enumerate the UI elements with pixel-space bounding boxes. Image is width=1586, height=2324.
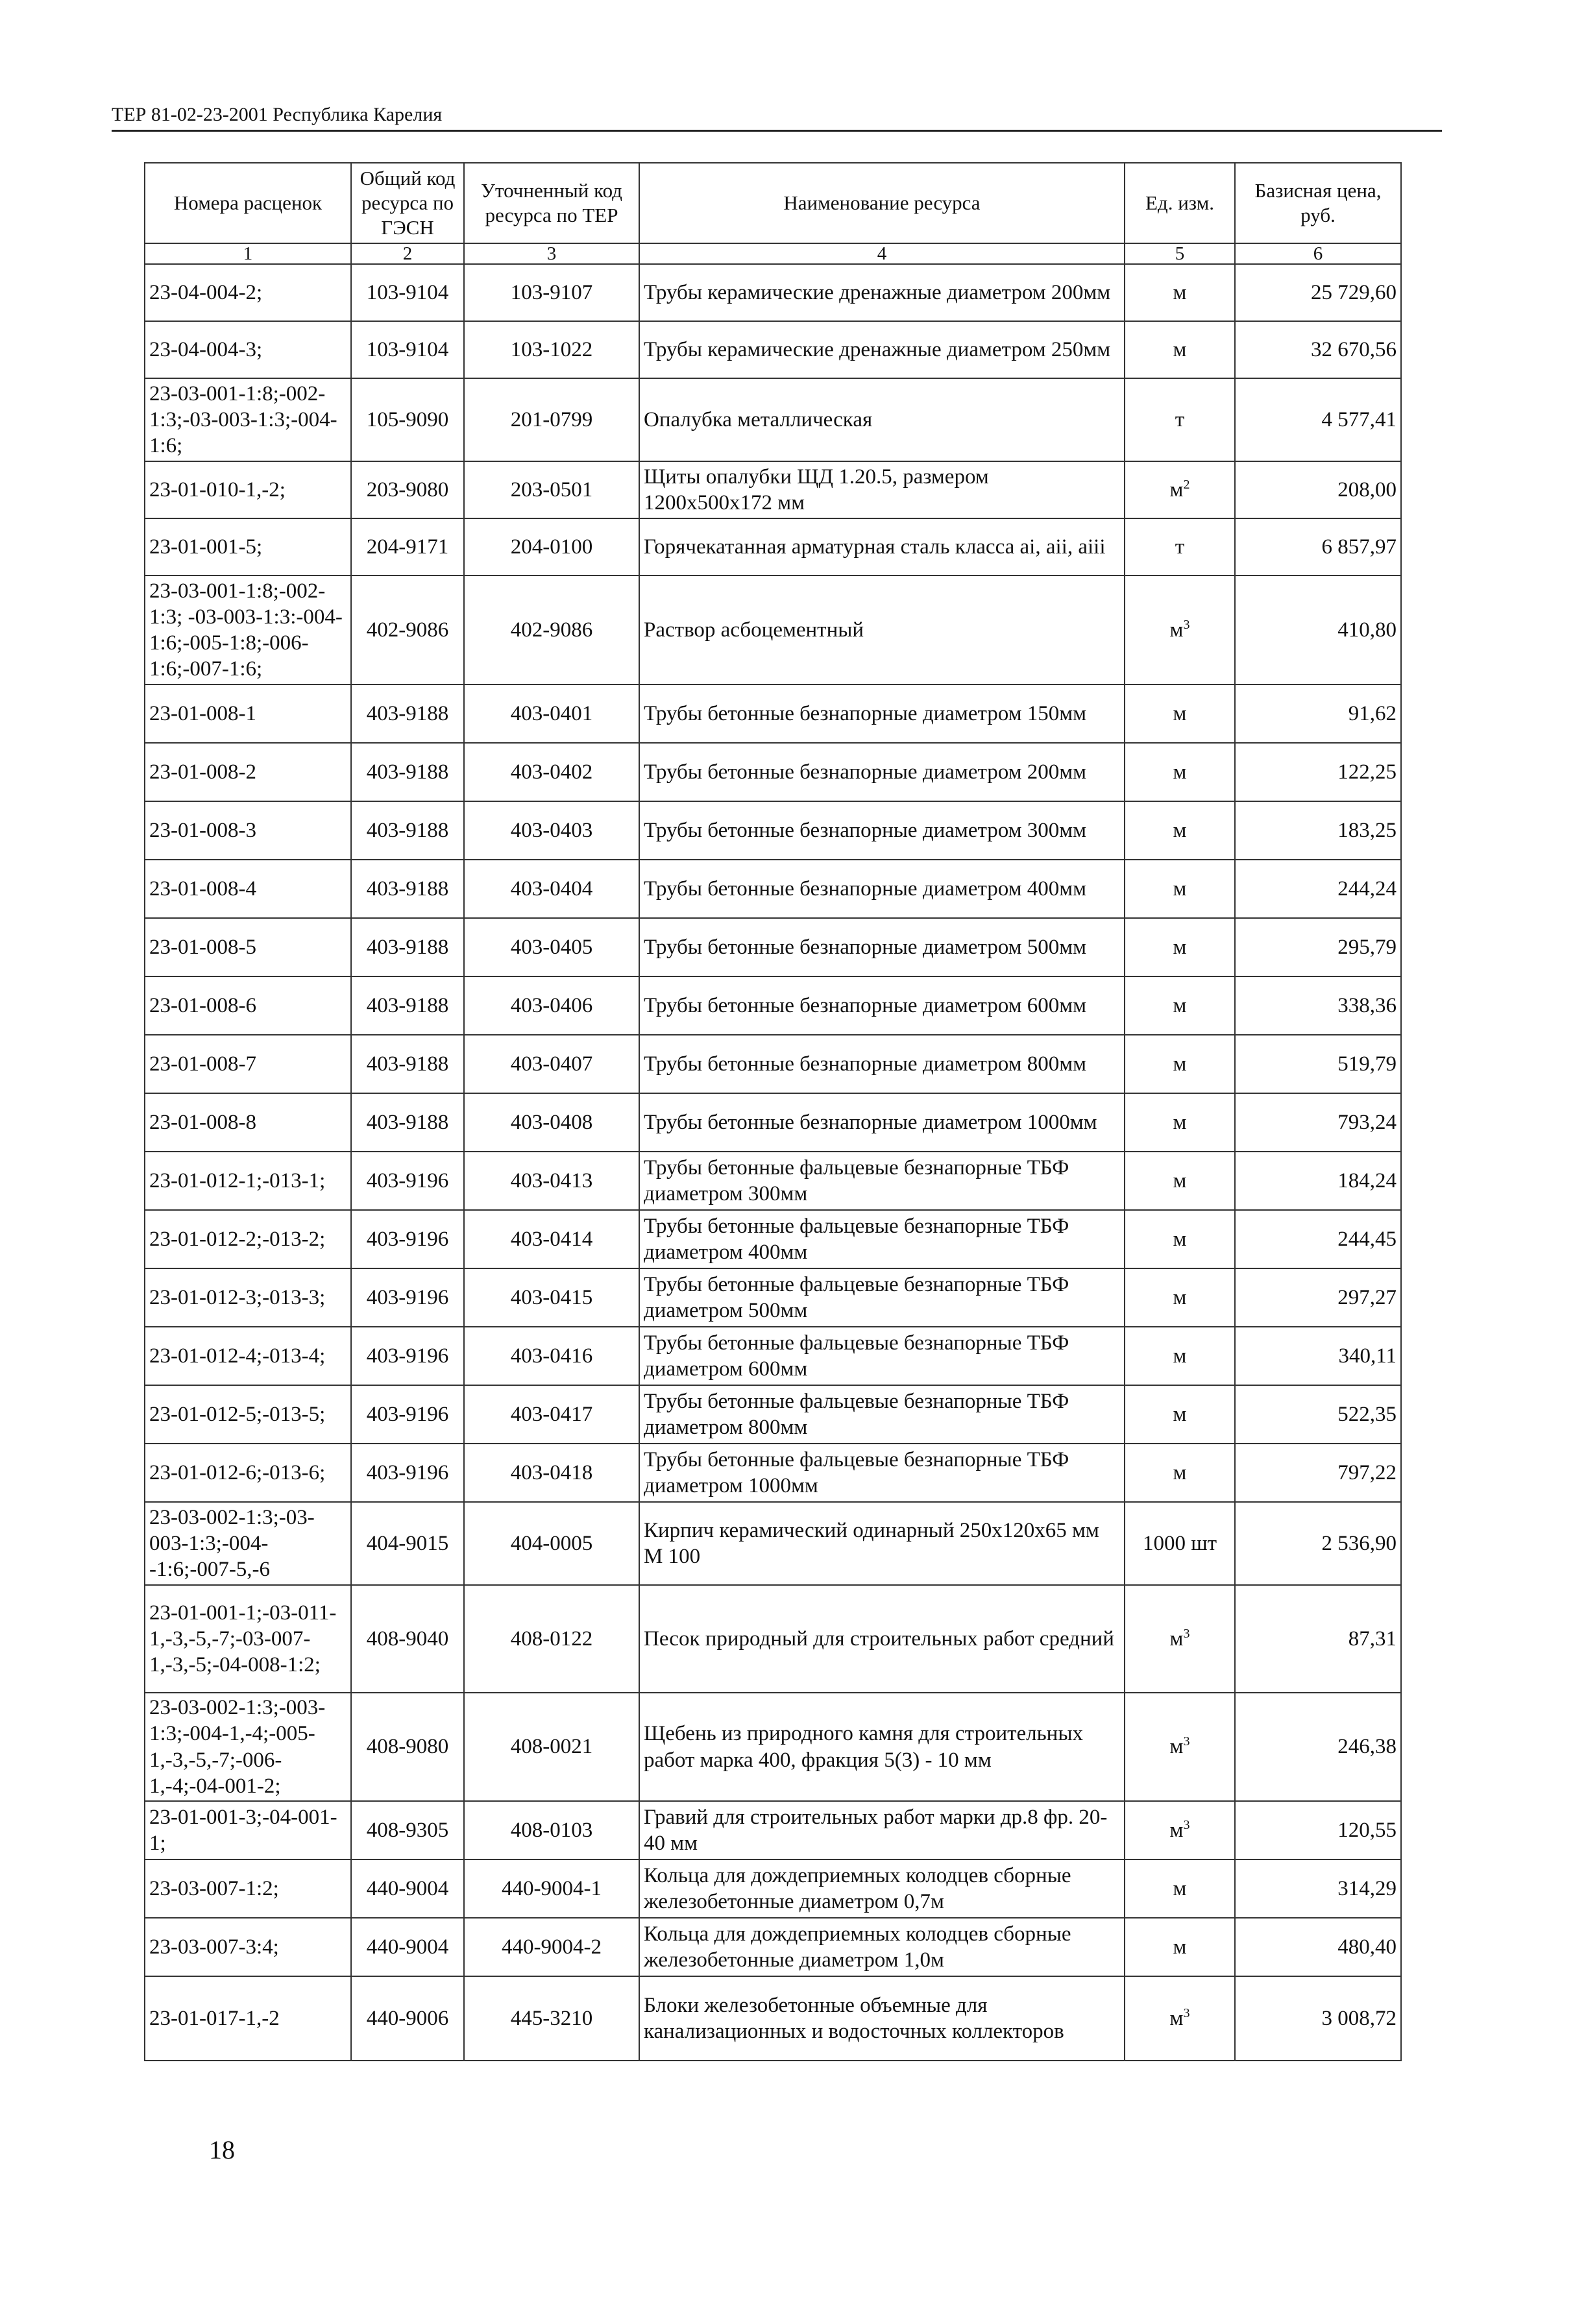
base-price-cell: 25 729,60	[1235, 264, 1401, 321]
base-price-cell: 295,79	[1235, 918, 1401, 976]
resource-name-cell: Блоки железобетонные объемные для канализационных и водосточных коллекторов	[639, 1976, 1125, 2061]
ter-code-cell: 403-0416	[464, 1327, 639, 1385]
col-header-gesn-code: Общий код ресурса по ГЭСН	[351, 163, 464, 243]
gesn-code-cell: 402-9086	[351, 575, 464, 684]
rate-number-cell: 23-01-001-3;-04-001-1;	[145, 1801, 351, 1859]
rate-number-cell: 23-03-007-1:2;	[145, 1859, 351, 1918]
table-body	[145, 264, 1401, 2061]
table-row	[145, 1327, 1401, 1385]
resource-name-cell: Трубы бетонные безнапорные диаметром 400мм	[639, 860, 1125, 918]
resource-name-cell: Кирпич керамический одинарный 250x120x65 мм М 100	[639, 1502, 1125, 1585]
gesn-code-cell: 403-9188	[351, 743, 464, 801]
gesn-code-cell: 103-9104	[351, 264, 464, 321]
base-price-cell: 3 008,72	[1235, 1976, 1401, 2061]
ter-code-cell: 403-0404	[464, 860, 639, 918]
unit-cell: м	[1125, 1210, 1235, 1268]
unit-cell: м	[1125, 321, 1235, 378]
table-row	[145, 1152, 1401, 1210]
rate-number-cell: 23-01-008-4	[145, 860, 351, 918]
rate-number-cell: 23-01-012-1;-013-1;	[145, 1152, 351, 1210]
ter-code-cell: 445-3210	[464, 1976, 639, 2061]
rate-number-cell: 23-03-007-3:4;	[145, 1918, 351, 1976]
ter-code-cell: 204-0100	[464, 518, 639, 575]
ter-code-cell: 440-9004-2	[464, 1918, 639, 1976]
table-row	[145, 321, 1401, 378]
column-number: 2	[351, 243, 464, 264]
col-header-rate-numbers: Номера расценок	[145, 163, 351, 243]
ter-code-cell: 403-0408	[464, 1093, 639, 1152]
rate-number-cell: 23-01-017-1,-2	[145, 1976, 351, 2061]
gesn-code-cell: 103-9104	[351, 321, 464, 378]
table-row	[145, 264, 1401, 321]
resource-name-cell: Гравий для строительных работ марки др.8 фр. 20-40 мм	[639, 1801, 1125, 1859]
base-price-cell: 244,45	[1235, 1210, 1401, 1268]
resource-name-cell: Щиты опалубки ЩД 1.20.5, размером 1200x500x172 мм	[639, 461, 1125, 518]
rate-number-cell: 23-01-008-5	[145, 918, 351, 976]
resource-name-cell: Песок природный для строительных работ средний	[639, 1585, 1125, 1693]
ter-code-cell: 403-0403	[464, 801, 639, 860]
table-row	[145, 801, 1401, 860]
table-row	[145, 1859, 1401, 1918]
gesn-code-cell: 403-9196	[351, 1268, 464, 1327]
base-price-cell: 87,31	[1235, 1585, 1401, 1693]
resource-name-cell: Кольца для дождеприемных колодцев сборные железобетонные диаметром 1,0м	[639, 1918, 1125, 1976]
gesn-code-cell: 403-9196	[351, 1210, 464, 1268]
base-price-cell: 480,40	[1235, 1918, 1401, 1976]
gesn-code-cell: 204-9171	[351, 518, 464, 575]
table-row	[145, 1801, 1401, 1859]
table-row	[145, 1035, 1401, 1093]
unit-cell: м	[1125, 976, 1235, 1035]
rate-number-cell: 23-01-008-7	[145, 1035, 351, 1093]
base-price-cell: 32 670,56	[1235, 321, 1401, 378]
gesn-code-cell: 403-9188	[351, 1093, 464, 1152]
col-header-base-price: Базисная цена, руб.	[1235, 163, 1401, 243]
base-price-cell: 338,36	[1235, 976, 1401, 1035]
ter-code-cell: 403-0407	[464, 1035, 639, 1093]
resource-name-cell: Трубы бетонные безнапорные диаметром 300мм	[639, 801, 1125, 860]
unit-cell: м	[1125, 264, 1235, 321]
base-price-cell: 519,79	[1235, 1035, 1401, 1093]
base-price-cell: 797,22	[1235, 1444, 1401, 1502]
base-price-cell: 340,11	[1235, 1327, 1401, 1385]
unit-cell: $м^3$	[1125, 1693, 1235, 1801]
rate-number-cell: 23-01-010-1,-2;	[145, 461, 351, 518]
table-row	[145, 518, 1401, 575]
base-price-cell: 522,35	[1235, 1385, 1401, 1444]
unit-cell: м	[1125, 1327, 1235, 1385]
table-row	[145, 1918, 1401, 1976]
unit-cell: м	[1125, 684, 1235, 743]
table-row	[145, 1210, 1401, 1268]
base-price-cell: 314,29	[1235, 1859, 1401, 1918]
table-row	[145, 860, 1401, 918]
gesn-code-cell: 404-9015	[351, 1502, 464, 1585]
rate-number-cell: 23-01-012-6;-013-6;	[145, 1444, 351, 1502]
base-price-cell: 120,55	[1235, 1801, 1401, 1859]
table-row	[145, 461, 1401, 518]
base-price-cell: 297,27	[1235, 1268, 1401, 1327]
table-row	[145, 1585, 1401, 1693]
base-price-cell: 2 536,90	[1235, 1502, 1401, 1585]
unit-cell: м	[1125, 1152, 1235, 1210]
table-row	[145, 1693, 1401, 1801]
table-row	[145, 743, 1401, 801]
ter-code-cell: 201-0799	[464, 378, 639, 461]
gesn-code-cell: 403-9196	[351, 1152, 464, 1210]
unit-cell: м	[1125, 1444, 1235, 1502]
base-price-cell: 183,25	[1235, 801, 1401, 860]
column-number: 5	[1125, 243, 1235, 264]
table-row	[145, 976, 1401, 1035]
rate-number-cell: 23-01-001-1;-03-011-1,-3,-5,-7;-03-007-1,-3,-5;-04-008-1:2;	[145, 1585, 351, 1693]
ter-code-cell: 403-0417	[464, 1385, 639, 1444]
table-row	[145, 918, 1401, 976]
resource-name-cell: Трубы керамические дренажные диаметром 250мм	[639, 321, 1125, 378]
gesn-code-cell: 408-9040	[351, 1585, 464, 1693]
resource-name-cell: Трубы бетонные безнапорные диаметром 500мм	[639, 918, 1125, 976]
rate-number-cell: 23-01-012-3;-013-3;	[145, 1268, 351, 1327]
gesn-code-cell: 403-9196	[351, 1327, 464, 1385]
gesn-code-cell: 440-9006	[351, 1976, 464, 2061]
ter-code-cell: 402-9086	[464, 575, 639, 684]
unit-cell: м	[1125, 1268, 1235, 1327]
resource-name-cell: Трубы бетонные безнапорные диаметром 600мм	[639, 976, 1125, 1035]
column-number: 1	[145, 243, 351, 264]
base-price-cell: 244,24	[1235, 860, 1401, 918]
resource-name-cell: Опалубка металлическая	[639, 378, 1125, 461]
ter-code-cell: 403-0414	[464, 1210, 639, 1268]
rate-number-cell: 23-01-001-5;	[145, 518, 351, 575]
resource-name-cell: Горячекатанная арматурная сталь класса ai, aii, aiii	[639, 518, 1125, 575]
rate-number-cell: 23-01-008-2	[145, 743, 351, 801]
base-price-cell: 4 577,41	[1235, 378, 1401, 461]
resource-name-cell: Трубы бетонные безнапорные диаметром 150мм	[639, 684, 1125, 743]
col-header-unit: Ед. изм.	[1125, 163, 1235, 243]
resource-name-cell: Трубы бетонные безнапорные диаметром 1000мм	[639, 1093, 1125, 1152]
gesn-code-cell: 403-9188	[351, 1035, 464, 1093]
base-price-cell: 122,25	[1235, 743, 1401, 801]
gesn-code-cell: 403-9188	[351, 684, 464, 743]
unit-cell: м	[1125, 743, 1235, 801]
rate-number-cell: 23-01-008-6	[145, 976, 351, 1035]
table-header-row	[145, 163, 1401, 243]
rate-number-cell: 23-04-004-3;	[145, 321, 351, 378]
column-number: 4	[639, 243, 1125, 264]
header-rule	[112, 130, 1442, 132]
resource-name-cell: Трубы бетонные фальцевые безнапорные ТБФ диаметром 800мм	[639, 1385, 1125, 1444]
ter-code-cell: 103-9107	[464, 264, 639, 321]
gesn-code-cell: 403-9188	[351, 860, 464, 918]
unit-cell: м	[1125, 1859, 1235, 1918]
unit-cell: м	[1125, 1918, 1235, 1976]
rate-number-cell: 23-04-004-2;	[145, 264, 351, 321]
table-row	[145, 1093, 1401, 1152]
page-number: 18	[209, 2135, 235, 2164]
unit-cell: м	[1125, 801, 1235, 860]
base-price-cell: 246,38	[1235, 1693, 1401, 1801]
gesn-code-cell: 440-9004	[351, 1859, 464, 1918]
rate-number-cell: 23-01-008-8	[145, 1093, 351, 1152]
table-row	[145, 575, 1401, 684]
unit-cell: 1000 шт	[1125, 1502, 1235, 1585]
gesn-code-cell: 408-9080	[351, 1693, 464, 1801]
table-row	[145, 1502, 1401, 1585]
unit-cell: м	[1125, 918, 1235, 976]
table-row	[145, 1444, 1401, 1502]
ter-code-cell: 408-0021	[464, 1693, 639, 1801]
ter-code-cell: 403-0418	[464, 1444, 639, 1502]
ter-code-cell: 403-0406	[464, 976, 639, 1035]
unit-cell: $м^3$	[1125, 575, 1235, 684]
rate-number-cell: 23-01-008-1	[145, 684, 351, 743]
col-header-ter-code: Уточненный код ресурса по ТЕР	[464, 163, 639, 243]
resource-name-cell: Трубы бетонные безнапорные диаметром 800мм	[639, 1035, 1125, 1093]
base-price-cell: 91,62	[1235, 684, 1401, 743]
column-number-row	[145, 243, 1401, 264]
unit-cell: $м^3$	[1125, 1976, 1235, 2061]
unit-cell: м	[1125, 1035, 1235, 1093]
base-price-cell: 793,24	[1235, 1093, 1401, 1152]
ter-code-cell: 403-0405	[464, 918, 639, 976]
table-row	[145, 684, 1401, 743]
unit-cell: т	[1125, 378, 1235, 461]
resource-price-table	[144, 162, 1402, 2061]
ter-code-cell: 403-0413	[464, 1152, 639, 1210]
rate-number-cell: 23-03-002-1:3;-003-1:3;-004-1,-4;-005-1,-3,-5,-7;-006-1,-4;-04-001-2;	[145, 1693, 351, 1801]
resource-name-cell: Трубы бетонные фальцевые безнапорные ТБФ диаметром 500мм	[639, 1268, 1125, 1327]
gesn-code-cell: 403-9188	[351, 918, 464, 976]
resource-name-cell: Трубы керамические дренажные диаметром 200мм	[639, 264, 1125, 321]
gesn-code-cell: 105-9090	[351, 378, 464, 461]
col-header-resource-name: Наименование ресурса	[639, 163, 1125, 243]
unit-cell: м	[1125, 1093, 1235, 1152]
ter-code-cell: 440-9004-1	[464, 1859, 639, 1918]
table-row	[145, 1268, 1401, 1327]
rate-number-cell: 23-03-002-1:3;-03-003-1:3;-004--1:6;-007-5,-6	[145, 1502, 351, 1585]
unit-cell: $м^3$	[1125, 1585, 1235, 1693]
gesn-code-cell: 403-9188	[351, 801, 464, 860]
ter-code-cell: 103-1022	[464, 321, 639, 378]
resource-name-cell: Трубы бетонные безнапорные диаметром 200мм	[639, 743, 1125, 801]
table-row	[145, 378, 1401, 461]
gesn-code-cell: 403-9196	[351, 1385, 464, 1444]
ter-code-cell: 403-0402	[464, 743, 639, 801]
unit-cell: $м^3$	[1125, 1801, 1235, 1859]
unit-cell: $м^2$	[1125, 461, 1235, 518]
base-price-cell: 184,24	[1235, 1152, 1401, 1210]
gesn-code-cell: 408-9305	[351, 1801, 464, 1859]
resource-name-cell: Раствор асбоцементный	[639, 575, 1125, 684]
gesn-code-cell: 403-9196	[351, 1444, 464, 1502]
ter-code-cell: 408-0122	[464, 1585, 639, 1693]
resource-name-cell: Трубы бетонные фальцевые безнапорные ТБФ диаметром 300мм	[639, 1152, 1125, 1210]
rate-number-cell: 23-01-012-5;-013-5;	[145, 1385, 351, 1444]
document-header: ТЕР 81-02-23-2001 Республика Карелия	[112, 104, 443, 125]
unit-cell: м	[1125, 860, 1235, 918]
ter-code-cell: 203-0501	[464, 461, 639, 518]
table-row	[145, 1385, 1401, 1444]
column-number: 3	[464, 243, 639, 264]
rate-number-cell: 23-03-001-1:8;-002-1:3; -03-003-1:3:-004-1:6;-005-1:8;-006-1:6;-007-1:6;	[145, 575, 351, 684]
resource-name-cell: Трубы бетонные фальцевые безнапорные ТБФ диаметром 1000мм	[639, 1444, 1125, 1502]
rate-number-cell: 23-01-008-3	[145, 801, 351, 860]
resource-name-cell: Трубы бетонные фальцевые безнапорные ТБФ диаметром 400мм	[639, 1210, 1125, 1268]
ter-code-cell: 403-0401	[464, 684, 639, 743]
base-price-cell: 208,00	[1235, 461, 1401, 518]
gesn-code-cell: 203-9080	[351, 461, 464, 518]
ter-code-cell: 403-0415	[464, 1268, 639, 1327]
column-number: 6	[1235, 243, 1401, 264]
resource-name-cell: Трубы бетонные фальцевые безнапорные ТБФ диаметром 600мм	[639, 1327, 1125, 1385]
rate-number-cell: 23-01-012-2;-013-2;	[145, 1210, 351, 1268]
resource-name-cell: Кольца для дождеприемных колодцев сборные железобетонные диаметром 0,7м	[639, 1859, 1125, 1918]
resource-name-cell: Щебень из природного камня для строительных работ марка 400, фракция 5(3) - 10 мм	[639, 1693, 1125, 1801]
table-row	[145, 1976, 1401, 2061]
rate-number-cell: 23-01-012-4;-013-4;	[145, 1327, 351, 1385]
base-price-cell: 410,80	[1235, 575, 1401, 684]
ter-code-cell: 404-0005	[464, 1502, 639, 1585]
rate-number-cell: 23-03-001-1:8;-002-1:3;-03-003-1:3;-004-1:6;	[145, 378, 351, 461]
ter-code-cell: 408-0103	[464, 1801, 639, 1859]
gesn-code-cell: 403-9188	[351, 976, 464, 1035]
unit-cell: т	[1125, 518, 1235, 575]
gesn-code-cell: 440-9004	[351, 1918, 464, 1976]
unit-cell: м	[1125, 1385, 1235, 1444]
base-price-cell: 6 857,97	[1235, 518, 1401, 575]
